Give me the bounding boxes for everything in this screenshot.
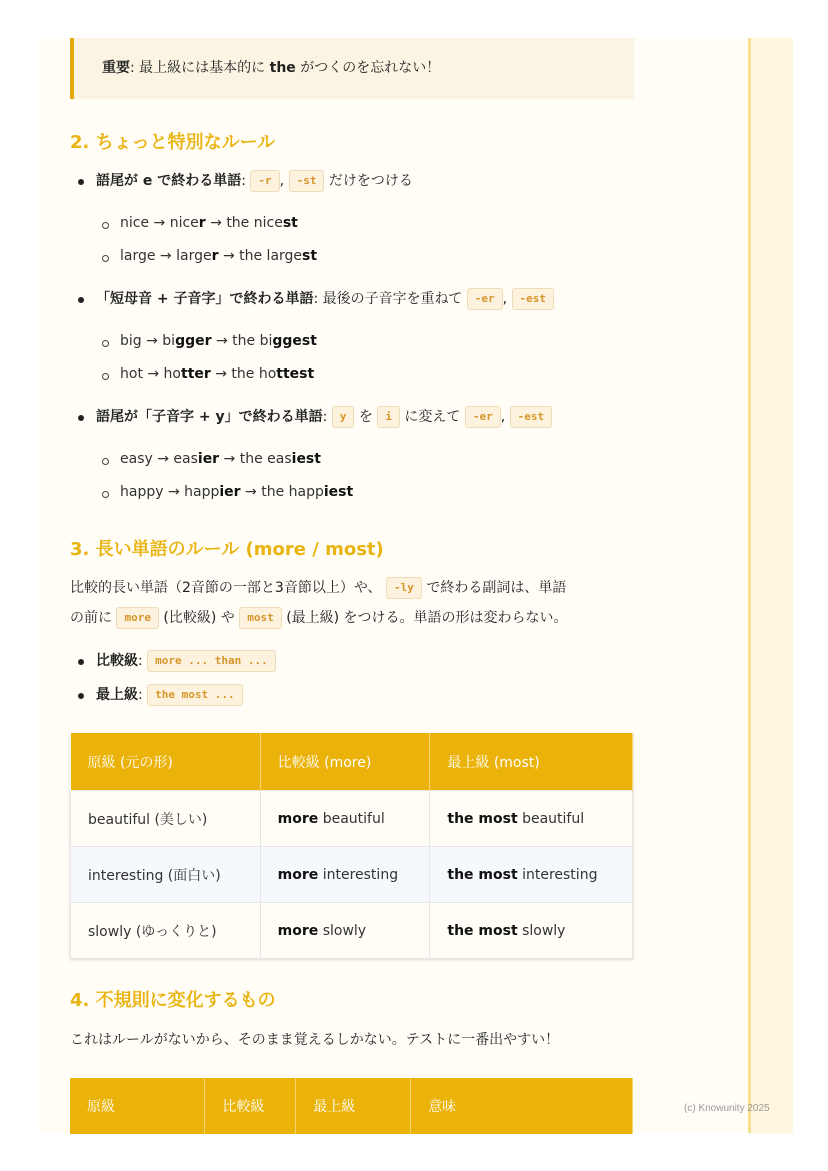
cell-text: interesting	[318, 866, 399, 883]
ex-text: → the bi	[211, 333, 273, 349]
rule3-example-2	[120, 484, 353, 500]
sub-bullet	[102, 255, 109, 262]
comp-code: more ... than ...	[147, 650, 276, 672]
rule1-label: 語尾が e で終わる単語	[96, 173, 242, 189]
ex-text: easy → eas	[120, 451, 198, 467]
rule3-example-1	[120, 451, 321, 467]
ex-bold: tter	[181, 366, 211, 382]
comparative-pattern: 比較級: more ... than ...	[96, 650, 276, 672]
rule2-code-est: -est	[512, 288, 555, 310]
comp-label: 比較級	[96, 653, 138, 669]
table-header-row	[70, 1078, 633, 1134]
ex-bold: ggest	[272, 333, 317, 349]
rule3-text: に変えて	[404, 409, 461, 425]
ex-text: hot → ho	[120, 366, 181, 382]
rule2-text: : 最後の子音字を重ねて	[313, 291, 463, 307]
cell-text: slowly	[318, 922, 367, 939]
table-header: 原級 (元の形)	[71, 733, 261, 791]
ex-bold: iest	[323, 484, 354, 500]
section3-para-line1	[70, 573, 566, 603]
table-header: 比較級 (more)	[260, 733, 430, 791]
ex-text: big → bi	[120, 333, 176, 349]
ex-bold: r	[211, 248, 219, 264]
sub-bullet	[102, 373, 109, 380]
rule3-sep: ,	[500, 409, 506, 425]
rule2-label: 「短母音 + 子音字」で終わる単語	[96, 291, 314, 307]
table-header: 意味	[411, 1078, 633, 1134]
table-cell	[430, 847, 633, 903]
ex-bold: iest	[291, 451, 321, 467]
table-header: 原級	[70, 1078, 205, 1134]
ex-bold: r	[198, 215, 206, 231]
rule2-sep: ,	[502, 291, 508, 307]
bullet-dot	[78, 415, 84, 421]
callout-text-before: : 最上級には基本的に	[130, 60, 270, 76]
table-header: 比較級	[205, 1078, 296, 1134]
table-cell: slowly (ゆっくりと)	[71, 903, 261, 959]
rule3-code-y: y	[332, 406, 355, 428]
section4-para: これはルールがないから、そのまま覚えるしかない。テストに一番出やすい！	[70, 1032, 560, 1048]
ex-text: → the nice	[205, 215, 283, 231]
rule2-example-1	[120, 333, 317, 349]
para-text: で終わる副詞は、単語	[426, 580, 567, 596]
section3-para-line2	[70, 603, 568, 633]
rule1-example-2	[120, 248, 317, 264]
ex-text: → the large	[218, 248, 303, 264]
copyright: (c) Knowunity 2025	[684, 1103, 770, 1114]
table-header-row	[71, 733, 633, 791]
ex-bold: ier	[219, 484, 241, 500]
bullet-dot	[78, 297, 84, 303]
table-header: 最上級	[296, 1078, 411, 1134]
important-callout	[70, 38, 634, 99]
table-cell	[260, 847, 430, 903]
table-row	[71, 791, 633, 847]
bullet-dot	[78, 659, 84, 665]
ex-bold: st	[282, 215, 298, 231]
rule1-sep: ,	[279, 173, 285, 189]
side-strip	[748, 38, 793, 1133]
section4-title: 4. 不規則に変化するもの	[70, 990, 276, 1011]
superlative-pattern: 最上級: the most ...	[96, 684, 243, 706]
table-header: 最上級 (most)	[430, 733, 633, 791]
table-cell	[260, 903, 430, 959]
cell-bold: more	[277, 810, 319, 827]
cell-text: beautiful	[517, 810, 585, 827]
callout-text-after: がつくのを忘れない！	[295, 60, 441, 76]
para-text: (最上級) をつける。単語の形は変わらない。	[286, 610, 568, 626]
rule1-code-st: -st	[289, 170, 325, 192]
code-more: more	[116, 607, 159, 629]
sup-code: the most ...	[147, 684, 242, 706]
rule3	[96, 406, 552, 428]
sub-bullet	[102, 491, 109, 498]
ex-text: happy → happ	[120, 484, 220, 500]
callout-keyword: the	[269, 60, 296, 76]
ex-text: → the ho	[210, 366, 277, 382]
rule3-code-er: -er	[465, 406, 501, 428]
cell-bold: the most	[447, 866, 518, 883]
sub-bullet	[102, 458, 109, 465]
irregular-table	[70, 1078, 633, 1134]
table-row	[71, 847, 633, 903]
ex-bold: st	[302, 248, 318, 264]
rule2	[96, 288, 554, 310]
ex-text: large → large	[120, 248, 212, 264]
table-cell	[260, 791, 430, 847]
ex-text: nice → nice	[120, 215, 199, 231]
rule1-text: だけをつける	[328, 173, 413, 189]
rule1-code-r: -r	[250, 170, 279, 192]
cell-bold: the most	[447, 922, 518, 939]
ex-text: → the happ	[240, 484, 324, 500]
section2-title: 2. ちょっと特別なルール	[70, 132, 276, 153]
table-cell: beautiful (美しい)	[71, 791, 261, 847]
more-most-table	[70, 733, 633, 959]
sub-bullet	[102, 222, 109, 229]
cell-bold: more	[277, 922, 319, 939]
rule3-code-i: i	[377, 406, 400, 428]
rule1-colon: :	[241, 173, 246, 189]
ex-bold: ttest	[276, 366, 315, 382]
section3-title: 3. 長い単語のルール (more / most)	[70, 539, 384, 560]
cell-text: interesting	[517, 866, 598, 883]
ex-bold: ier	[197, 451, 220, 467]
para-text: の前に	[70, 610, 112, 626]
bullet-dot	[78, 693, 84, 699]
rule1-example-1	[120, 215, 298, 231]
cell-text: slowly	[517, 922, 566, 939]
table-cell	[430, 791, 633, 847]
rule1	[96, 170, 413, 192]
table-cell	[430, 903, 633, 959]
ex-text: → the eas	[219, 451, 292, 467]
table-row	[71, 903, 633, 959]
document-content	[70, 38, 634, 1115]
cell-bold: more	[277, 866, 319, 883]
cell-bold: the most	[447, 810, 518, 827]
rule3-label: 語尾が「子音字 + y」で終わる単語	[96, 409, 323, 425]
ex-bold: gger	[175, 333, 212, 349]
table-cell: interesting (面白い)	[71, 847, 261, 903]
code-ly: -ly	[386, 577, 422, 599]
para-text: 比較的長い単語（2音節の一部と3音節以上）や、	[70, 580, 382, 596]
para-text: (比較級) や	[163, 610, 235, 626]
rule3-wo: を	[358, 409, 373, 425]
rule3-code-est: -est	[510, 406, 553, 428]
rule3-colon: :	[322, 409, 328, 425]
callout-label: 重要	[102, 60, 130, 76]
sub-bullet	[102, 340, 109, 347]
cell-text: beautiful	[318, 810, 385, 827]
rule2-example-2	[120, 366, 314, 382]
rule2-code-er: -er	[467, 288, 503, 310]
sup-label: 最上級	[96, 687, 138, 703]
code-most: most	[239, 607, 282, 629]
bullet-dot	[78, 179, 84, 185]
